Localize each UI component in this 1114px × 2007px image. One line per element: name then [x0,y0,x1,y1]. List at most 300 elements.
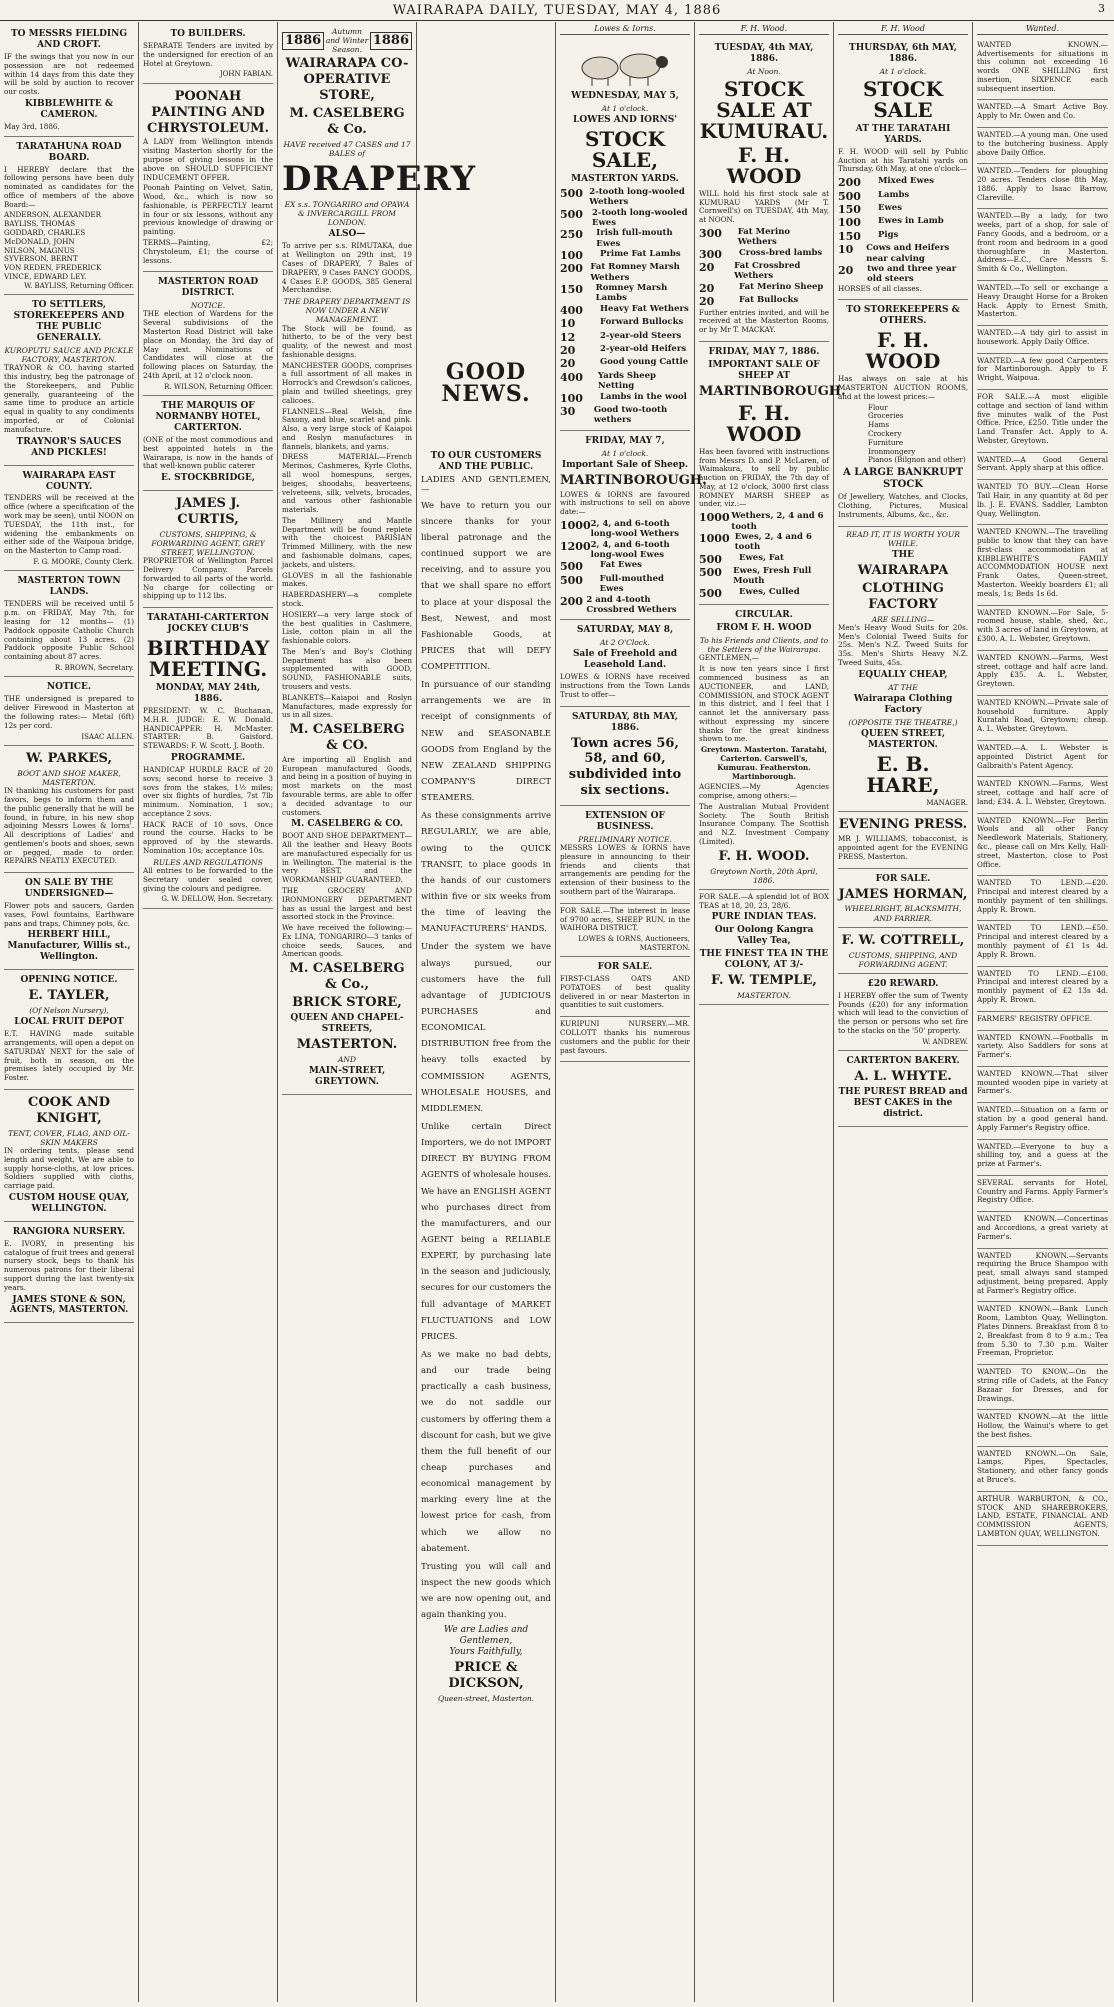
pure-indian-teas: PURE INDIAN TEAS. [711,912,817,923]
wanted-ad [977,1031,1108,1067]
factory-name: Wairarapa Clothing Factory [853,693,953,715]
lot-quantity: 500 [699,586,722,600]
cook-text: IN ordering tents, please send length and weight. We are able to supply horse-cloths, at low prices. Soldiers supplied with cloths, carriage paid. [4,1146,134,1191]
caselberg-sign-3: M. CASELBERG & Co., [289,961,405,993]
poonah-text-2: Poonah Painting on Velvet, Satin, Wood, &c., which is now so fashionable, is PERFECTLY learnt in four or six lessons, without any previous knowledge of drawing or painting. [143,183,273,237]
curtis-ad [143,491,273,608]
preliminary-heading: PRELIMINARY NOTICE. [578,834,672,844]
lot-quantity: 200 [560,262,583,276]
tea-sale-text: FOR SALE.—A splendid lot of BOX TEAS at 18, 20, 23, 28/6. [699,891,829,910]
lot-description: Fat Crossbred Wethers [734,261,801,282]
lot-quantity: 1200 [560,539,591,553]
autumn-heading: Autumn and Winter Season. [325,27,369,55]
circular-ad [699,605,829,890]
lot-quantity: 20 [838,263,854,277]
birthday-meeting-ad [143,608,273,909]
at-the: AT THE [888,682,918,692]
flannels-text: FLANNELS—Real Welsh, fine Saxony, and blue, scarlet and pink. Also, a very large stock of Kaiapoi and Roslyn manufactures in flannels, blankets, and yarns. [282,406,412,451]
wanted-ad [977,281,1108,326]
store-item-list [838,404,968,465]
store-heading: WAIRARAPA CO-OPERATIVE STORE, [285,56,409,104]
lot-quantity: 150 [560,283,583,297]
lot-row [560,228,690,249]
store-item: Ironmongery [868,446,916,456]
wanted-ad [977,651,1108,696]
remain-text: We are Ladies and Gentlemen, [443,1625,529,1647]
lot-quantity: 500 [838,189,861,203]
sections-heading: Town acres 56, 58, and 60, subdivided into six sections. [568,735,682,799]
lot-quantity: 300 [699,226,722,240]
settlers-heading: TO SETTLERS, STOREKEEPERS AND THE PUBLIC GENERALLY. [13,300,125,344]
friday-date: FRIDAY, MAY 7, [585,435,665,446]
the-label: THE [891,550,915,561]
extension-ad [560,806,690,904]
wanted-ad [977,1492,1108,1546]
dellow-sign: G. W. DELLOW, Hon. Secretary. [161,895,273,904]
kuroputu-sign: TRAYNOR'S SAUCES AND PICKLES! [16,436,122,458]
storekeepers-text: Has always on sale at his MASTERTON AUCTION ROOMS, and at the lowest prices:— [838,374,968,401]
store-item: Flour [868,402,888,412]
kumurau-heading: STOCK SALE AT KUMURAU. [699,76,829,143]
lot-quantity: 30 [560,404,576,418]
wanted-ad-text: WANTED TO BUY.—Clean Horse Tail Hair, in any quantity at 8d per lb. J. E. EVANS, Saddler, Lambton Quay, Wellington. [977,482,1108,518]
also-label: ALSO— [328,229,366,240]
equally-cheap: EQUALLY CHEAP, [858,669,948,680]
columns [0,22,1114,2002]
and-label: AND [338,1054,356,1064]
wanted-ad [977,453,1108,481]
programme-heading: PROGRAMME. [170,753,246,764]
important-sale: IMPORTANT SALE OF SHEEP AT [708,359,820,381]
store-item: Groceries [868,411,904,421]
lot-row [838,176,968,189]
saturday-date: SATURDAY, MAY 8, [576,625,674,636]
lot-description: Cross-bred lambs [739,247,823,258]
lot-description: 2 and 4-tooth Crossbred Wethers [586,594,677,615]
gentlemen-salutation: GENTLEMEN,— [699,653,759,663]
wanted-ad-text: WANTED.—A few good Carpenters for Martinborough. Apply to F. Wright, Waipoua. [977,355,1108,383]
east-text: TENDERS will be received at the office (where a specification of the work may be seen), until NOON on TUESDAY, the 11th inst., for widening the embankments on either side of the Waipoua bridge, on the Masterton to Camp road. [4,493,134,556]
wheelwright-text: WHEELRIGHT, BLACKSMITH, AND FARRIER. [844,904,962,923]
builders-ad [143,24,273,84]
curtis-text: PROPRIETOR of Wellington Parcel Delivery Company. Parcels forwarded to all parts of the world. No charge for collecting or shipping up to 112 lbs. [143,556,273,601]
reward-ad [838,974,968,1051]
lot-quantity: 20 [699,261,715,275]
flower-heading: ON SALE BY THE UNDERSIGNED— [24,878,114,900]
lot-description: Fat Merino Sheep [739,281,824,292]
wood-header-2: F. H. Wood [838,24,968,35]
whyte-name: A. L. WHYTE. [854,1069,952,1085]
parkes-text: IN thanking his customers for past favors, begs to inform them and the public generally that he will be found, in future, in his new shop adjoining Messrs Lowes & Iorns'. All descriptions of Ladies' and gentlemen's boots and shoes, sewn or pegged, made to order. REPAIRS NEATLY EXECUTED. [4,786,134,866]
martinborough-heading-2: MARTINBOROUGH. [699,383,846,399]
run-for-sale-ad [560,904,690,957]
store-item: Hams [868,420,890,430]
lot-row [560,405,690,426]
wood-text: WILL hold his first stock sale at KUMURAU YARDS (Mr T. Cornwell's) on TUESDAY, 4th May, at NOON. [699,188,829,225]
friday-time: At 1 o'clock. [601,448,649,458]
lot-row [560,574,690,595]
candidate: NILSON, MAGNUS [4,245,75,255]
wanted-ad-text: WANTED TO KNOW.—On the string rifle of Cadets, at the Fancy Bazaar for Dresses, and for Drawings. [977,1367,1108,1403]
wanted-ad [977,390,1108,453]
evening-text: MR J. WILLIAMS, tobacconist, is appointed agent for the EVENING PRESS, Masterton. [838,834,968,861]
lot-row [560,249,690,262]
lowes-saturday-ad [560,620,690,706]
lot-quantity: 100 [560,248,583,262]
lot-description: 2-tooth long-wooled Wethers [589,186,685,208]
wanted-ad [977,164,1108,209]
masterton-label: MASTERTON. [296,1036,398,1052]
lot-row [560,283,690,304]
for-sale-heading: FOR SALE. [597,962,653,973]
hare-sign: E. B. HARE, [866,751,940,797]
lot-row [699,511,829,532]
received-text: HAVE received 47 CASES and 17 BALES of [283,139,411,158]
bankrupt-text: Of Jewellery, Watches, and Clocks, Clothing, Pictures, Musical Instruments, Albums, &c., &c. [838,492,968,520]
caselberg-ad [282,24,477,1095]
lot-quantity: 400 [560,370,583,384]
candidate: BAYLISS, THOMAS [4,219,75,229]
lot-row [560,357,690,370]
road-district-ad [143,272,273,396]
lot-row [699,261,829,282]
candidate: GODDARD, CHARLES [4,227,86,237]
extension-heading: EXTENSION OF BUSINESS. [585,811,665,832]
lot-row [560,519,690,540]
wanted-ad [977,741,1108,777]
programme-text-2: HACK RACE of 10 sovs. Once round the course. Hacks to be approved of by the stewards. Nomination 10s; acceptance 10s. [143,819,273,856]
wanted-list [977,38,1108,1546]
wood-heading-2: F. H. WOOD [726,400,802,446]
bakery-ad [838,1051,968,1127]
lot-row [560,560,690,573]
curtis-sub: CUSTOMS, SHIPPING, & FORWARDING AGENT, GREY STREET, WELLINGTON. [151,529,265,558]
lot-description: Fat Merino Wethers [737,226,791,248]
wanted-ad-text: WANTED KNOWN.—Bank Lunch Room, Lambton Quay, Wellington. Plates Dinners. Breakfast from 8 to 2, Breakfast from 8 to 9 a.m.; Tea from 5.30 to 7.30 p.m. Walter Freeman, Proprietor. [977,1304,1108,1358]
kuroputu-text: TRAYNOR & CO. having started this industry, beg the patronage of the Storekeepers, and Public generally, guaranteeing of the same time to produce an article equal in quality to any condiments imported, or of Colonial manufacture. [4,363,134,434]
club-heading: TARATAHI-CARTERTON JOCKEY CLUB'S [147,613,269,635]
purest-bread: THE PUREST BREAD and BEST CAKES in the district. [838,1087,968,1119]
wanted-ad [977,1103,1108,1139]
wanted-ad-text: ARTHUR WARBURTON, & CO., STOCK AND SHAREBROKERS, LAND, ESTATE, FINANCIAL AND COMMISSION AGENTS, LAMBTON QUAY, WELLINGTON. [977,1493,1108,1538]
wanted-ad [977,1447,1108,1492]
lot-quantity: 150 [838,202,861,216]
ex-text: EX s.s. TONGARIRO and OPAWA & INVERCARGILL FROM LONDON. [284,200,410,228]
lot-description: 2-year-old Steers [600,330,682,341]
lot-row [560,595,690,616]
normanby-name: E. STOCKBRIDGE, [161,473,255,484]
masthead-title: WAIRARAPA DAILY, TUESDAY, MAY 4, 1886 [392,2,722,18]
lot-row [560,262,690,283]
martinborough-sale-ad [699,342,846,605]
wanted-ad [977,326,1108,354]
lot-row [838,230,968,243]
candidate: SYVERSON, BERNT [4,254,78,264]
lot-description: Fat Bullocks [739,295,799,306]
road-heading: TARATAHUNA ROAD BOARD. [16,141,122,163]
wanted-ad [977,1249,1108,1303]
wanted-ad-text: FARMERS' REGISTRY OFFICE. [977,1013,1093,1023]
district-text: THE election of Wardens for the Several subdivisions of the Masterton Road District will take place on Monday, the 3rd day of May next. Nominations of Candidates will close at the following places on Saturday, the 24th April, at 12 o'clock noon. [143,309,273,380]
tea-ad [699,890,829,1005]
oats-ad [560,957,690,1017]
wanted-ad [977,1140,1108,1176]
taratahi-yards: AT THE TARATAHI YARDS. [855,123,951,145]
lot-row [560,208,690,229]
wanted-ad [977,1410,1108,1446]
lot-description: Irish full-mouth Ewes [596,228,673,249]
read-it-text: READ IT, IT IS WORTH YOUR WHILE. [846,529,960,548]
sheep-illustration [570,44,680,88]
lot-row [699,227,829,248]
lot-quantity: 500 [699,566,722,580]
wanted-ad-text: WANTED KNOWN.—The travelling public to know that they can have first-class accommodation at KIBBLEWHITE'S FAMILY ACCOMMODATION HOUSE next Frank Oates, Queen-street, Masterton. Weekly boarders £1; all meals, 1s; Beds 1s 6d. [977,527,1108,598]
circular-date: Greytown North, 20th April, 1886. [710,866,818,885]
millinery-text: The Millinery and Mantle Department will be found replete with the choicest PARISIAN Trimmed Millinery, with the new and fashionable dolmans, capes, jackets, and ulsters. [282,515,412,569]
wanted-ad [977,1365,1108,1410]
masterton-yards: MASTERTON YARDS. [571,173,679,184]
flower-sign: HERBERT HILL, Manufacturer, Willis st., Wellington. [7,930,131,963]
cook-knight-ad [4,1090,134,1222]
wanted-ad [977,128,1108,164]
flower-text: Flower pots and saucers, Garden vases, Fowl fountains, Earthware pans and traps, Chimney pots, &c. [4,901,134,928]
town-lands-ad [4,571,134,677]
column-6 [695,22,846,2002]
for-sale-heading-2: FOR SALE. [875,873,931,884]
lot-row [560,304,690,317]
page-number: 3 [1098,2,1106,15]
lowes-friday-ad [560,431,707,621]
storekeepers-heading: TO STOREKEEPERS & OTHERS. [846,305,960,327]
clothing-heading: CLOTHING FACTORY [862,580,944,612]
martin-lot-list [560,519,690,615]
temple-location: MASTERTON. [737,991,791,1001]
birthday-text: PRESIDENT: W. C. Buchanan, M.H.R. JUDGE: E. W. Donald. HANDICAPPER: H. McMaster. STARTER: B. Gaisford. STEWARDS: F. W. Scott, J. Booth. [143,706,273,751]
extension-text: MESSRS LOWES & IORNS have pleasure in announcing to their friends and clients that arrangements are pending for the extension of their business to the southern part of the Wairarapa. [560,843,690,896]
caselberg-sign-2: M. CASELBERG & CO. [291,819,403,830]
bankrupt-heading: A LARGE BANKRUPT STOCK [842,467,964,491]
good-news-body-1: We have to return you our sincere thanks for your liberal patronage and the continued support we are receiving, and to assure you that we shall spare no effort to place at your disposal the Best, Newest, and most Fashionable Goods, at PRICES that will DEFY COMPETITION. [421,500,551,673]
horses-text: HORSES of all classes. [838,283,922,293]
bakery-heading: CARTERTON BAKERY. [846,1056,960,1067]
lot-quantity: 250 [560,228,583,242]
wanted-ad-text: WANTED.—To sell or exchange a Heavy Draught Horse for a Broken Hack. Apply to Ernest Smith, Masterton. [977,282,1108,319]
lot-quantity: 20 [699,295,715,309]
lot-row [560,371,690,392]
good-news-body-2: In pursuance of our standing arrangements we are in receipt of consignments of NEW and SEASONABLE GOODS from England by the NEW ZEALAND SHIPPING COMPANY'S DIRECT STEAMERS. [421,680,551,804]
lot-quantity: 12 [560,330,576,344]
wednesday-date: WEDNESDAY, MAY 5, [571,90,679,101]
taratahi-lot-list [838,176,968,284]
lot-description: Ewes, Culled [739,586,800,597]
caselberg-heading: M. CASELBERG & Co. [289,106,405,137]
wanted-ad [977,354,1108,390]
lot-quantity: 20 [560,344,576,358]
wood-sign: F. H. WOOD. [718,848,810,864]
wanted-ad-text: WANTED.—By a lady, for two weeks, part of a shop, for sale of Fancy Goods, and a bedroom, or a front room and bedroom in a good thoroughfare in Masterton. Address—E.C., Care Messrs S. Smith & Co., Wellington. [977,211,1108,274]
lot-description: 2, 4, and 6-tooth long-wool Wethers [590,518,680,540]
wood-heading: F. H. WOOD [726,142,802,188]
stock-sale-heading-2: STOCK SALE [862,76,944,122]
lot-quantity: 10 [838,243,854,257]
parkes-sub: BOOT AND SHOE MAKER, MASTERTON. [17,768,121,788]
column-8 [973,22,1112,2002]
road-sign: W. BAYLISS, Returning Officer. [24,281,134,290]
lowes-sign: LOWES & IORNS, Auctioneers, MASTERTON. [578,935,690,952]
east-sign: F. G. MOORE, County Clerk. [33,557,134,566]
circular-heading: CIRCULAR. [735,610,793,621]
lot-description: Heavy Fat Wethers [600,303,689,314]
candidate: VINCE, EDWARD LEY. [4,271,87,281]
district-heading: MASTERTON ROAD DISTRICT. [157,277,259,299]
fruit-text: E.T. HAVING made suitable arrangements, will open a depot on SATURDAY NEXT for the sale of fruit, both in season, on the premises lately occupied by Mr. Foster. [4,1029,134,1083]
good-news-body-5: Unlike certain Direct Importers, we do not IMPORT DIRECT BY BUYING FROM AGENTS of wholesale houses. We have an ENGLISH AGENT who purchases direct from the manufacturers, and our AGENT being a RELIABLE EXPERT, by purchasing late in the season and judiciously, secures for our customers the full advantage of MARKET FLUCTUATIONS and LOW PRICES. [421,1122,551,1342]
candidate: McDONALD, JOHN [4,236,75,246]
store-item: Crockery [868,428,902,438]
store-item: Pianos (Bilgnon and other) [868,455,966,465]
wanted-ad-text: SEVERAL servants for Hotel, Country and Farms. Apply Farmer's Registry Office. [977,1177,1108,1205]
town-sign: R. BROWN, Secretary. [54,663,134,672]
wanted-ad-text: WANTED KNOWN.—For Berlin Wools and all other Fancy Needlework Materials, Stationery, &c., please call on Mrs Kelly, Hall-street, Masterton, close to Post Office. [977,815,1108,869]
lot-description: Forward Bullocks [600,317,684,328]
column-5 [556,22,707,2002]
storekeepers-ad [838,300,968,526]
lot-row [699,532,829,553]
good-news-body-4: Under the system we have always pursued, our customers have the full advantage of JUDICIOUS PURCHASES and ECONOMICAL DISTRIBUTION free from the heavy tolls exacted by COMMISSION AGENTS, WHOLESALE HOUSES, and MIDDLEMEN. [421,942,551,1114]
lot-quantity: 400 [560,303,583,317]
circular-to: To his Friends and Clients, and to the Settlers of the Wairarapa. [699,636,829,655]
oats-text: FIRST-CLASS OATS AND POTATOES of best quality delivered in or near Masterton in quantities to suit customers. [560,974,690,1010]
good-news-body-7: Trusting you will call and inspect the new goods which we are now opening out, and again thanking you. [421,1561,551,1621]
queen-street-text: Queen-street, Masterton. [437,1693,535,1703]
wanted-ad [977,967,1108,1012]
normanby-text: (ONE of the most commodious and best appointed hotels in the Wairarapa, is now in the hands of that well-known public caterer [143,435,273,471]
wanted-ad-text: WANTED KNOWN.—Farms, West street, cottage and half acre land. Apply £35. A. L. Webster, Greytown. [977,652,1108,689]
lot-row [838,216,968,229]
lot-quantity: 200 [838,176,861,190]
programme-text: HANDICAP HURDLE RACE of 20 sovs; second horse to receive 3 sovs from the stakes, 1½ miles; over six flights of hurdles, 7st 7lb minimum. Nomination, 1 sov.; acceptance 2 sovs. [143,765,273,818]
lot-row [838,243,968,264]
rangiora-sign: JAMES STONE & SON, AGENTS, MASTERTON. [9,1294,129,1316]
lot-description: two and three year old steers [867,263,957,285]
reward-sign: W. ANDREW. [922,1037,968,1046]
mens-text: The Men's and Boy's Clothing Department has also been supplemented with GOOD, SOUND, FASHIONABLE suits, trousers and vests. [282,646,412,691]
queen-streets: QUEEN AND CHAPEL-STREETS, [290,1012,404,1034]
horman-ad [838,869,968,928]
lot-row [838,264,968,285]
circular-from: FROM F. H. WOOD [716,623,812,634]
rules-text: All entries to be forwarded to the Secretary under sealed cover, giving the colours and pedigree. [143,865,273,893]
lot-row [560,392,690,405]
evening-heading: EVENING PRESS. [838,817,968,833]
lowes-firm: LOWES AND IORNS' [573,114,677,125]
column-1 [0,22,139,2002]
yours-text: Yours Faithfully, [449,1647,523,1658]
wanted-ad-text: WANTED KNOWN.—Advertisements for situations in this column not exceeding 16 words ONE SHILLING first insertion, SIXPENCE each subsequent insertion. [977,39,1108,93]
rules-heading: RULES AND REGULATIONS [153,857,263,867]
lot-row [699,248,829,261]
wanted-ad-text: WANTED KNOWN.—At the little Hollow, the Wainui's where to get the best fishes. [977,1412,1108,1439]
lot-quantity: 500 [560,560,583,574]
year-right: 1886 [370,32,412,50]
fielding-heading: TO MESSRS FIELDING AND CROFT. [10,29,128,50]
lot-quantity: 200 [560,594,583,608]
column-4 [417,22,556,2002]
firewood-notice [4,677,134,746]
tuesday-time: At Noon. [747,66,781,76]
town-heading: MASTERTON TOWN LANDS. [17,576,121,598]
parkes-ad [4,746,134,873]
circular-letter: It is now ten years since I first commenced business as an AUCTIONEER, and LAND, COMMISSION, and STOCK AGENT in this district, and I feel that I cannot let the anniversary pass without expressing my sincere thanks for the great kindness shown to me. [699,664,829,744]
agencies-text: AGENCIES.—My Agencies comprise, among others:— [699,782,829,801]
poonah-terms: TERMS—Painting, £2; Chrystoleum, £1; the course of lessons. [143,238,273,265]
wairarapa-heading: WAIRARAPA [857,563,949,579]
cook-heading: COOK AND KNIGHT, [27,1095,111,1126]
lot-description: 2-tooth long-wooled Ewes [592,207,688,228]
wanted-ad-text: WANTED KNOWN.—Concertinas and Accordions, a great variety at Farmer's. [977,1214,1108,1241]
tayler-sub: (Of Nelson Nursery), [29,1006,109,1016]
fielding-notice [4,24,134,137]
greytown-label: MAIN-STREET, GREYTOWN. [308,1065,386,1087]
birthday-date: MONDAY, MAY 24th, 1886. [155,683,261,705]
lot-quantity: 500 [560,207,583,221]
lot-quantity: 1000 [699,511,730,525]
kumurau-lot-list [699,227,829,309]
lot-quantity: 10 [560,317,576,331]
lowes-header: Lowes & Iorns. [560,24,690,35]
thursday-date: THURSDAY, 6th MAY, 1886. [849,42,957,64]
lot-description: Fat Romney Marsh Wethers [590,262,680,283]
lot-row [699,553,829,566]
wood-heading-3: F. H. WOOD [865,328,941,374]
for-sale-text: FOR SALE.—The interest in lease of 9700 acres, SHEEP RUN, in the WAIHORA DISTRICT. [560,905,690,933]
friday-date-2: FRIDAY, MAY 7, 1886. [708,346,820,357]
lot-description: Ewes, 2, 4 and 6 tooth [734,531,812,553]
drapery-heading: DRAPERY [282,159,477,199]
good-news-heading: GOOD NEWS. [441,359,531,407]
lot-quantity: 100 [838,216,861,230]
finest-tea: THE FINEST TEA IN THE COLONY, AT 3/- [699,949,829,971]
rangiora-heading: RANGIORA NURSERY. [12,1226,126,1237]
saturday-time: At 2 O'Clock. [600,638,650,648]
lot-description: Pigs [878,229,899,240]
lowes-stock-sale-ad [560,38,690,431]
lot-description: Ewes, Fat [739,552,784,563]
wanted-ad-text: WANTED KNOWN.—Farms, West street, cottage and half acre of land; £34. A. L. Webster, Greytown. [977,779,1108,806]
hosiery-text: HOSIERY—a very large stock of the best qualities in Cashmere, Lisle, cotton plain in all the fashionable colors. [282,609,412,646]
lot-description: Lambs in the wool [600,391,687,402]
lot-description: Good two-tooth wethers [593,404,668,426]
manchester-text: MANCHESTER GOODS, comprises a full assortment of all makes in Horrock's and Crewdson's calicoes, plain and twilled sheetings, grey calicoes. [282,360,412,405]
stock-sale-heading: STOCK SALE, [584,126,666,172]
fruit-heading: LOCAL FRUIT DEPOT [14,1017,124,1028]
wanted-ad [977,696,1108,741]
tuesday-date: TUESDAY, 4th MAY, 1886. [714,42,814,64]
reward-text: I HEREBY offer the sum of Twenty Pounds (£20) for any information which will lead to the conviction of the person or persons who set fire to the stacks on the '50' property. [838,990,968,1035]
lot-description: Wethers, 2, 4 and 6 tooth [731,511,824,532]
lot-description: Ewes in Lamb [878,216,944,227]
offices-list: Greytown. Masterton. Taratahi, Carterton. Carswell's, Kumurau. Featherston. Martinborough. [700,745,828,781]
wanted-ad-text: WANTED KNOWN.—On Sale, Lamps, Pipes, Spectacles, Stationery, and other fancy goods at Bruce's. [977,1448,1108,1484]
builders-heading: TO BUILDERS. [170,29,246,39]
lot-quantity: 500 [699,552,722,566]
wanted-ad [977,1176,1108,1212]
notice-text: THE undersigned is prepared to deliver Firewood in Masterton at the following rates:— Metal (6ft) 12s per cord. [4,694,134,730]
wanted-ad [977,814,1108,877]
builders-sign: JOHN FABIAN. [219,70,273,79]
evening-press-ad [838,812,968,868]
wanted-ad-text: FOR SALE.—A most eligible cottage and section of land within five minutes walk of the Post Office. Price, £250. Title under the Land Transfer Act. Apply to A. Webster, Greytown. [977,391,1108,445]
